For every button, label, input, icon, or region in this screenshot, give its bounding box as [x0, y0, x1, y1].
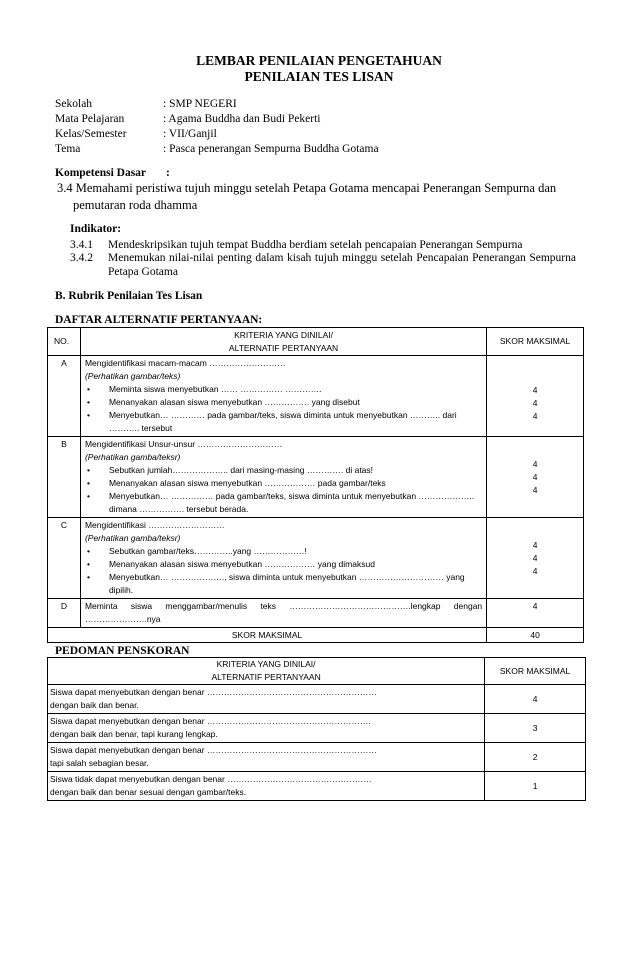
score-value: 4 [532, 397, 538, 408]
row-criteria [48, 714, 485, 743]
criteria-line1: Siswa tidak dapat menyebutkan dengan benar …………………………………………… [50, 774, 372, 784]
header-no: NO. [48, 328, 81, 356]
score-value: 4 [532, 539, 538, 550]
bullet-text: Menanyakan alasan siswa menyebutkan ……………. yang disebut [108, 397, 360, 407]
bullet-icon: • [86, 491, 90, 501]
row-no: D [48, 599, 81, 628]
list-item [85, 490, 482, 516]
header-kriteria-line1: KRITERIA YANG DINILAI/ [234, 329, 333, 340]
pedoman-penskoran-table [47, 657, 586, 801]
info-value: : Agama Buddha dan Budi Pekerti [163, 113, 321, 125]
table-row [48, 743, 586, 772]
score-value: 4 [485, 685, 586, 714]
info-label: Kelas/Semester [55, 128, 127, 140]
bullet-icon: • [86, 410, 90, 420]
list-item [85, 477, 482, 490]
row-criteria [48, 743, 485, 772]
table-header [48, 328, 584, 356]
table-row [48, 685, 586, 714]
header-kriteria [80, 328, 486, 356]
table-row [48, 714, 586, 743]
info-row-sekolah [55, 97, 379, 112]
table-row [48, 772, 586, 801]
kd-text-line1: 3.4 Memahami peristiwa tujuh minggu setelah Petapa Gotama mencapai Penerangan Sempurna dan [57, 181, 557, 195]
criteria-note: (Perhatikan gamba/teksr) [84, 452, 181, 462]
indicator-number: 3.4.1 [70, 238, 93, 251]
total-value: 40 [487, 628, 584, 643]
row-criteria [80, 437, 486, 518]
bullet-text: Menanyakan alasan siswa menyebutkan ……………… yang dimaksud [108, 559, 375, 569]
bullet-text: Menanyakan alasan siswa menyebutkan ……………… pada gambar/teks [108, 478, 386, 488]
criteria-line1: Siswa dapat menyebutkan dengan benar …………………………………………………… [50, 745, 377, 755]
table-row [48, 356, 584, 437]
alternatif-pertanyaan-table [47, 327, 584, 643]
bullet-icon: • [86, 546, 90, 556]
row-scores [487, 437, 584, 518]
header-kriteria [48, 658, 485, 685]
kd-heading [55, 167, 170, 179]
criteria-line2: dengan baik dan benar, tapi kurang lengkap. [50, 729, 218, 739]
score-value: 4 [532, 458, 538, 469]
criteria-line2: dengan baik dan benar sesuai dengan gambar/teks. [50, 787, 247, 797]
criteria-intro: Mengidentifikasi Unsur-unsur ………………………… [84, 439, 283, 449]
score-value: 4 [532, 410, 538, 421]
score-value: 4 [532, 565, 538, 576]
row-no: A [48, 356, 81, 437]
list-item [85, 396, 482, 409]
header-skor: SKOR MAKSIMAL [485, 658, 586, 685]
bullet-text: Sebutkan jumlah……………….. dari masing-masing …………. di atas! [108, 465, 374, 475]
row-scores [487, 518, 584, 599]
indikator-label: Indikator: [70, 223, 122, 235]
info-row-kelas [55, 127, 379, 142]
info-label: Mata Pelajaran [55, 113, 125, 125]
row-criteria [80, 518, 486, 599]
bullet-icon: • [86, 384, 90, 394]
criteria-line1: Siswa dapat menyebutkan dengan benar …………………………………………………… [50, 687, 377, 697]
bullet-text: Meminta siswa menyebutkan …… …………… …………. [108, 384, 322, 394]
bullet-icon: • [86, 559, 90, 569]
score-value: 3 [485, 714, 586, 743]
indikator-block [70, 223, 580, 279]
header-kriteria-line2: ALTERNATIF PERTANYAAN [211, 672, 321, 682]
criteria-line1: Siswa dapat menyebutkan dengan benar …………………………………………………. [50, 716, 371, 726]
info-label: Sekolah [55, 98, 93, 110]
daftar-heading: DAFTAR ALTERNATIF PERTANYAAN: [55, 314, 263, 326]
info-value: : SMP NEGERI [163, 98, 237, 110]
header-kriteria-line2: ALTERNATIF PERTANYAAN [228, 342, 339, 353]
kd-text [57, 180, 577, 214]
indicator-text: Mendeskripsikan tujuh tempat Buddha berdiam setelah pencapaian Penerangan Sempurna [108, 238, 523, 251]
kd-text-line2: pemutaran roda dhamma [73, 198, 198, 212]
indicator-item [70, 239, 580, 253]
bullet-text: Menyebutkan… …………… pada gambar/teks, siswa diminta untuk menyebutkan ……………….. dimana ……………. tersebut berada. [108, 491, 475, 514]
bullet-icon: • [86, 465, 90, 475]
score-value: 1 [485, 772, 586, 801]
bullet-text: Menyebutkan… ………… pada gambar/teks, siswa diminta untuk menyebutkan ……….. dari ……….. tersebut [108, 410, 457, 433]
row-no: C [48, 518, 81, 599]
row-scores [487, 356, 584, 437]
score-value: 4 [532, 471, 538, 482]
criteria-note: (Perhatikan gambar/teks) [84, 371, 181, 381]
indicator-item [70, 252, 580, 279]
pedoman-heading: PEDOMAN PENSKORAN [55, 645, 190, 657]
row-criteria [48, 772, 485, 801]
kd-label: Kompetensi Dasar [55, 167, 147, 179]
section-b-heading: B. Rubrik Penilaian Tes Lisan [55, 290, 203, 302]
list-item [85, 545, 482, 558]
total-row [48, 628, 584, 643]
table-header [48, 658, 586, 685]
criteria-line2: tapi salah sebagian besar. [50, 758, 149, 768]
criteria-intro: Mengidentifikasi ……………………… [84, 520, 225, 530]
criteria-line2: dengan baik dan benar. [50, 700, 139, 710]
info-block [55, 97, 379, 157]
row-criteria [48, 685, 485, 714]
bullet-icon: • [86, 397, 90, 407]
row-criteria: Meminta siswa menggambar/menulis teks …………………………………….lengkap dengan ………………….nya [80, 599, 486, 628]
list-item [85, 571, 482, 597]
score-value: 4 [532, 384, 538, 395]
bullet-text: Sebutkan gambar/teks…………..yang ………………! [108, 546, 307, 556]
criteria-note: (Perhatikan gamba/teksr) [84, 533, 181, 543]
info-value: : Pasca penerangan Sempurna Buddha Gotama [163, 143, 379, 155]
score-value: 4 [487, 599, 584, 628]
info-value: : VII/Ganjil [163, 128, 217, 140]
header-skor: SKOR MAKSIMAL [487, 328, 584, 356]
info-label: Tema [55, 143, 81, 155]
kd-colon: : [166, 167, 170, 179]
document-title: LEMBAR PENILAIAN PENGETAHUAN [196, 53, 442, 68]
indicator-text: Menemukan nilai-nilai penting dalam kisah tujuh minggu setelah Pencapaian Penerangan Sempurna Petapa Gotama [108, 252, 576, 278]
info-row-mapel [55, 112, 379, 127]
row-criteria [80, 356, 486, 437]
table-row [48, 518, 584, 599]
criteria-intro: Mengidentifikasi macam-macam ……………………… [84, 358, 286, 368]
info-row-tema [55, 142, 379, 157]
total-label: SKOR MAKSIMAL [48, 628, 487, 643]
row-no: B [48, 437, 81, 518]
bullet-icon: • [86, 572, 90, 582]
list-item [85, 409, 482, 435]
indicator-number: 3.4.2 [70, 252, 93, 264]
list-item [85, 558, 482, 571]
list-item [85, 383, 482, 396]
document-subtitle: PENILAIAN TES LISAN [244, 69, 394, 84]
score-value: 2 [485, 743, 586, 772]
bullet-text: Menyebutkan… ………………., siswa diminta untuk menyebutkan ………………………… yang dipilih. [108, 572, 465, 595]
bullet-icon: • [86, 478, 90, 488]
score-value: 4 [532, 484, 538, 495]
header-kriteria-line1: KRITERIA YANG DINILAI/ [216, 659, 316, 669]
list-item [85, 464, 482, 477]
table-row [48, 599, 584, 628]
score-value: 4 [532, 552, 538, 563]
table-row [48, 437, 584, 518]
